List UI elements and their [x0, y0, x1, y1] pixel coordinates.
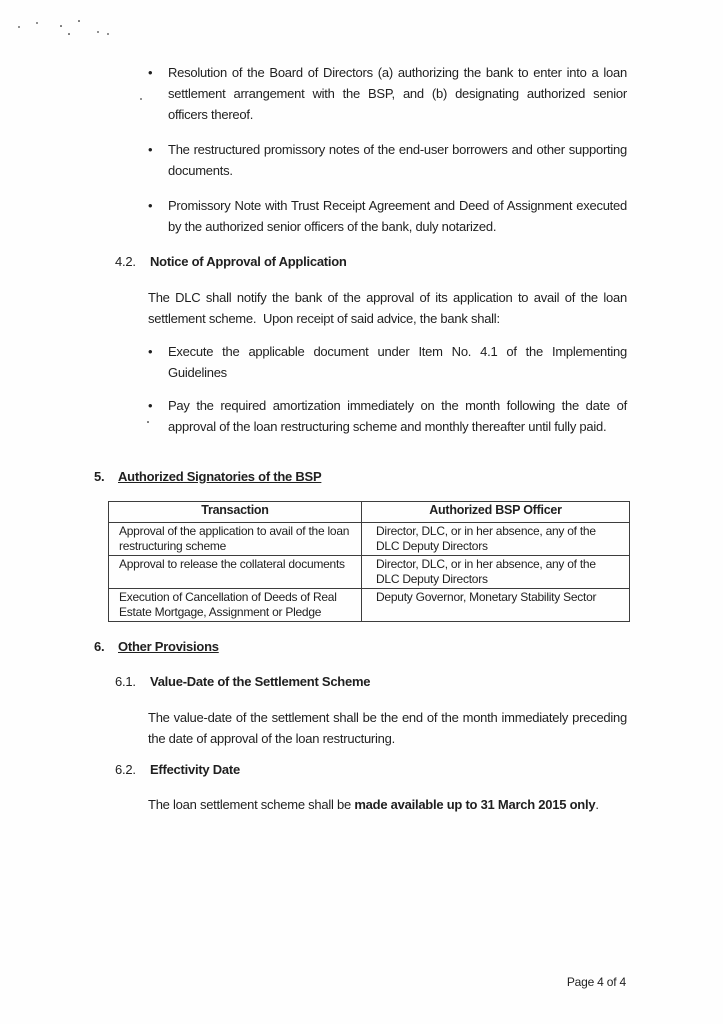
heading-number: 5. — [94, 469, 105, 484]
heading-number: 6.2. — [115, 762, 136, 777]
body-text-regular: The loan settlement scheme shall be — [148, 797, 355, 812]
list-item — [148, 139, 627, 181]
table-cell-officer: Deputy Governor, Monetary Stability Sector — [362, 589, 630, 622]
bullet-icon: • — [148, 142, 153, 157]
table-cell-transaction: Approval to release the collateral documents — [109, 556, 362, 589]
signatories-table — [108, 501, 630, 622]
heading-number: 4.2. — [115, 254, 136, 269]
table-cell-transaction: Execution of Cancellation of Deeds of Real Estate Mortgage, Assignment or Pledge — [109, 589, 362, 622]
table-cell-officer: Director, DLC, or in her absence, any of the DLC Deputy Directors — [362, 523, 630, 556]
bullet-text: Execute the applicable document under Item No. 4.1 of the Implementing Guidelines — [168, 344, 627, 380]
body-text-regular: . — [595, 797, 599, 812]
heading-title: Authorized Signatories of the BSP — [118, 469, 322, 484]
bullet-text: Promissory Note with Trust Receipt Agreement and Deed of Assignment executed by the authorized senior officers of the bank, duly notarized. — [168, 198, 627, 234]
section-6-2-body — [148, 794, 627, 815]
bullet-text: Pay the required amortization immediately on the month following the date of approval of the loan restructuring scheme and monthly thereafter until fully paid. — [168, 398, 627, 434]
section-6-1-heading — [115, 671, 370, 692]
heading-number: 6. — [94, 639, 105, 654]
list-item — [148, 395, 627, 437]
scan-speckle — [18, 26, 20, 28]
intro-bullet-list — [148, 62, 627, 237]
bullet-text: The restructured promissory notes of the end-user borrowers and other supporting documents. — [168, 142, 627, 178]
scan-speckle — [107, 33, 109, 35]
section-6-2-heading — [115, 759, 240, 780]
table-row — [109, 589, 630, 622]
signatories-table-wrap — [108, 501, 630, 622]
heading-title: Effectivity Date — [150, 762, 240, 777]
heading-title: Other Provisions — [118, 639, 219, 654]
scan-speckle — [60, 25, 62, 27]
table-row — [109, 523, 630, 556]
scan-speckle — [78, 20, 80, 22]
scan-speckle — [68, 33, 70, 35]
scan-speckle — [36, 22, 38, 24]
heading-title: Value-Date of the Settlement Scheme — [150, 674, 371, 689]
body-text-bold: made available up to 31 March 2015 only — [354, 797, 596, 812]
table-header-row — [109, 502, 630, 523]
heading-title: Notice of Approval of Application — [150, 254, 347, 269]
table-row — [109, 556, 630, 589]
section-4-2-heading — [115, 251, 347, 272]
table-cell-transaction: Approval of the application to avail of the loan restructuring scheme — [109, 523, 362, 556]
table-cell-officer: Director, DLC, or in her absence, any of the DLC Deputy Directors — [362, 556, 630, 589]
scan-speckle — [97, 31, 99, 33]
table-header-officer: Authorized BSP Officer — [362, 502, 630, 523]
table-header-transaction: Transaction — [109, 502, 362, 523]
list-item — [148, 195, 627, 237]
section-4-2-bullet-list — [148, 341, 627, 437]
bullet-icon: • — [148, 344, 153, 359]
bullet-icon: • — [148, 198, 153, 213]
section-6-heading — [94, 636, 219, 657]
page-footer: Page 4 of 4 — [566, 975, 626, 989]
section-4-2-body: The DLC shall notify the bank of the approval of its application to avail of the loan settlement scheme. Upon receipt of said advice, the bank shall: — [148, 290, 627, 326]
scan-speckle — [140, 98, 142, 100]
bullet-text: Resolution of the Board of Directors (a) authorizing the bank to enter into a loan settlement arrangement with the BSP, and (b) designating authorized senior officers thereof. — [168, 65, 627, 122]
list-item — [148, 62, 627, 125]
list-item — [148, 341, 627, 383]
bullet-icon: • — [148, 65, 153, 80]
heading-number: 6.1. — [115, 674, 136, 689]
section-5-heading — [94, 466, 321, 487]
bullet-icon: • — [148, 398, 153, 413]
section-6-1-body: The value-date of the settlement shall be the end of the month immediately preceding the date of approval of the loan restructuring. — [148, 710, 627, 746]
